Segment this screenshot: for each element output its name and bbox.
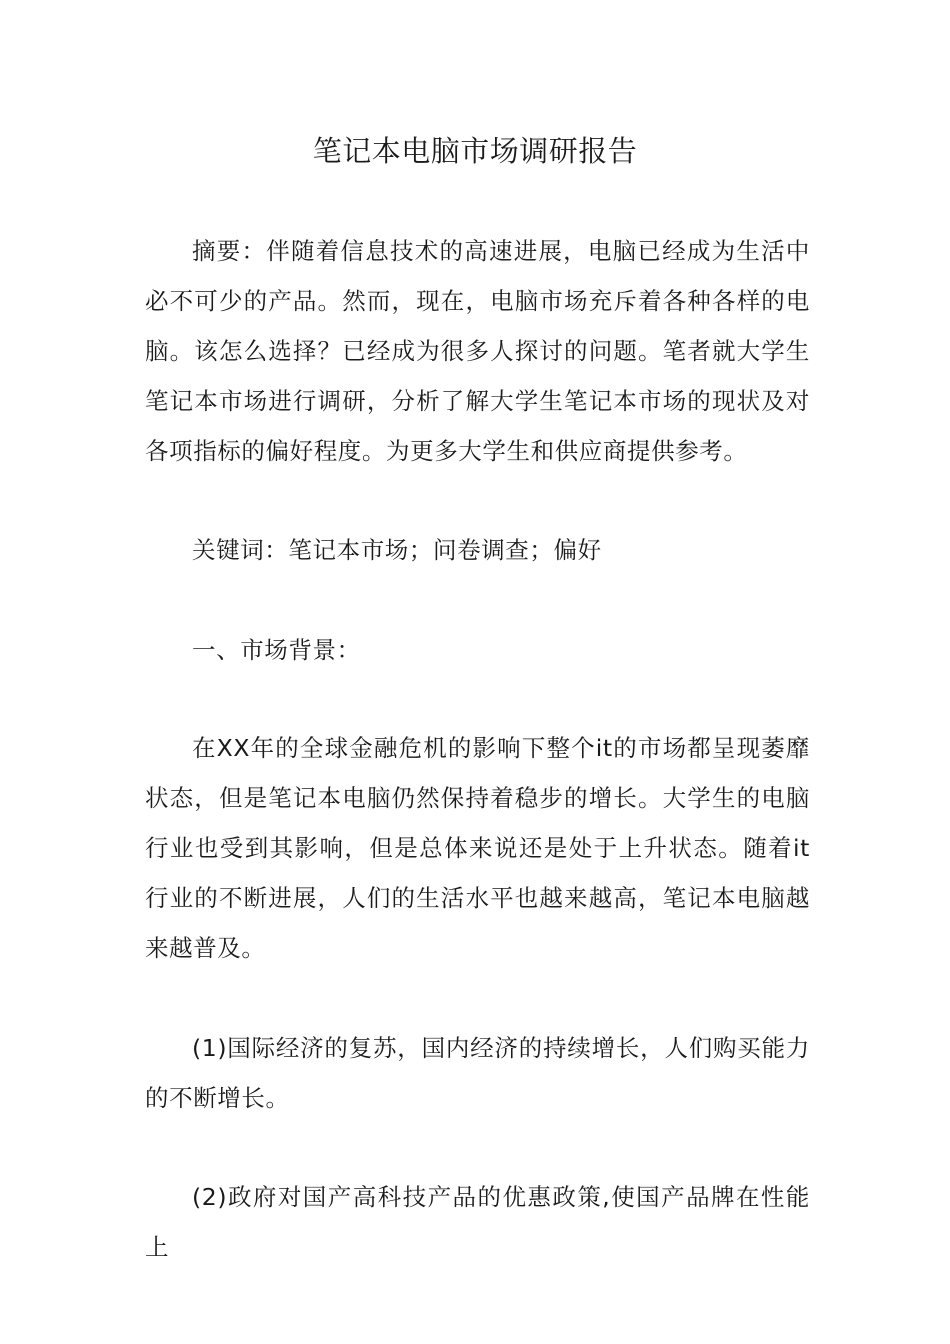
section-heading-market-background: 一、市场背景： [192, 636, 361, 664]
point-1-paragraph: (1)国际经济的复苏，国内经济的持续增长，人们购买能力的不断增长。 [145, 1034, 810, 1112]
keywords-paragraph: 关键词：笔记本市场；问卷调查；偏好 [192, 536, 602, 564]
abstract-paragraph: 摘要：伴随着信息技术的高速进展，电脑已经成为生活中必不可少的产品。然而，现在，电脑市场充斥着各种各样的电脑。该怎么选择？已经成为很多人探讨的问题。笔者就大学生笔记本市场进行调研，分析了解大学生笔记本市场的现状及对各项指标的偏好程度。为更多大学生和供应商提供参考。 [145, 237, 810, 465]
market-background-paragraph: 在XX年的全球金融危机的影响下整个it的市场都呈现萎靡状态，但是笔记本电脑仍然保持着稳步的增长。大学生的电脑行业也受到其影响，但是总体来说还是处于上升状态。随着it行业的不断进展，人们的生活水平也越来越高，笔记本电脑越来越普及。 [145, 734, 810, 962]
point-2-paragraph: (2)政府对国产高科技产品的优惠政策,使国产品牌在性能上 [145, 1183, 810, 1261]
document-title: 笔记本电脑市场调研报告 [312, 134, 638, 168]
